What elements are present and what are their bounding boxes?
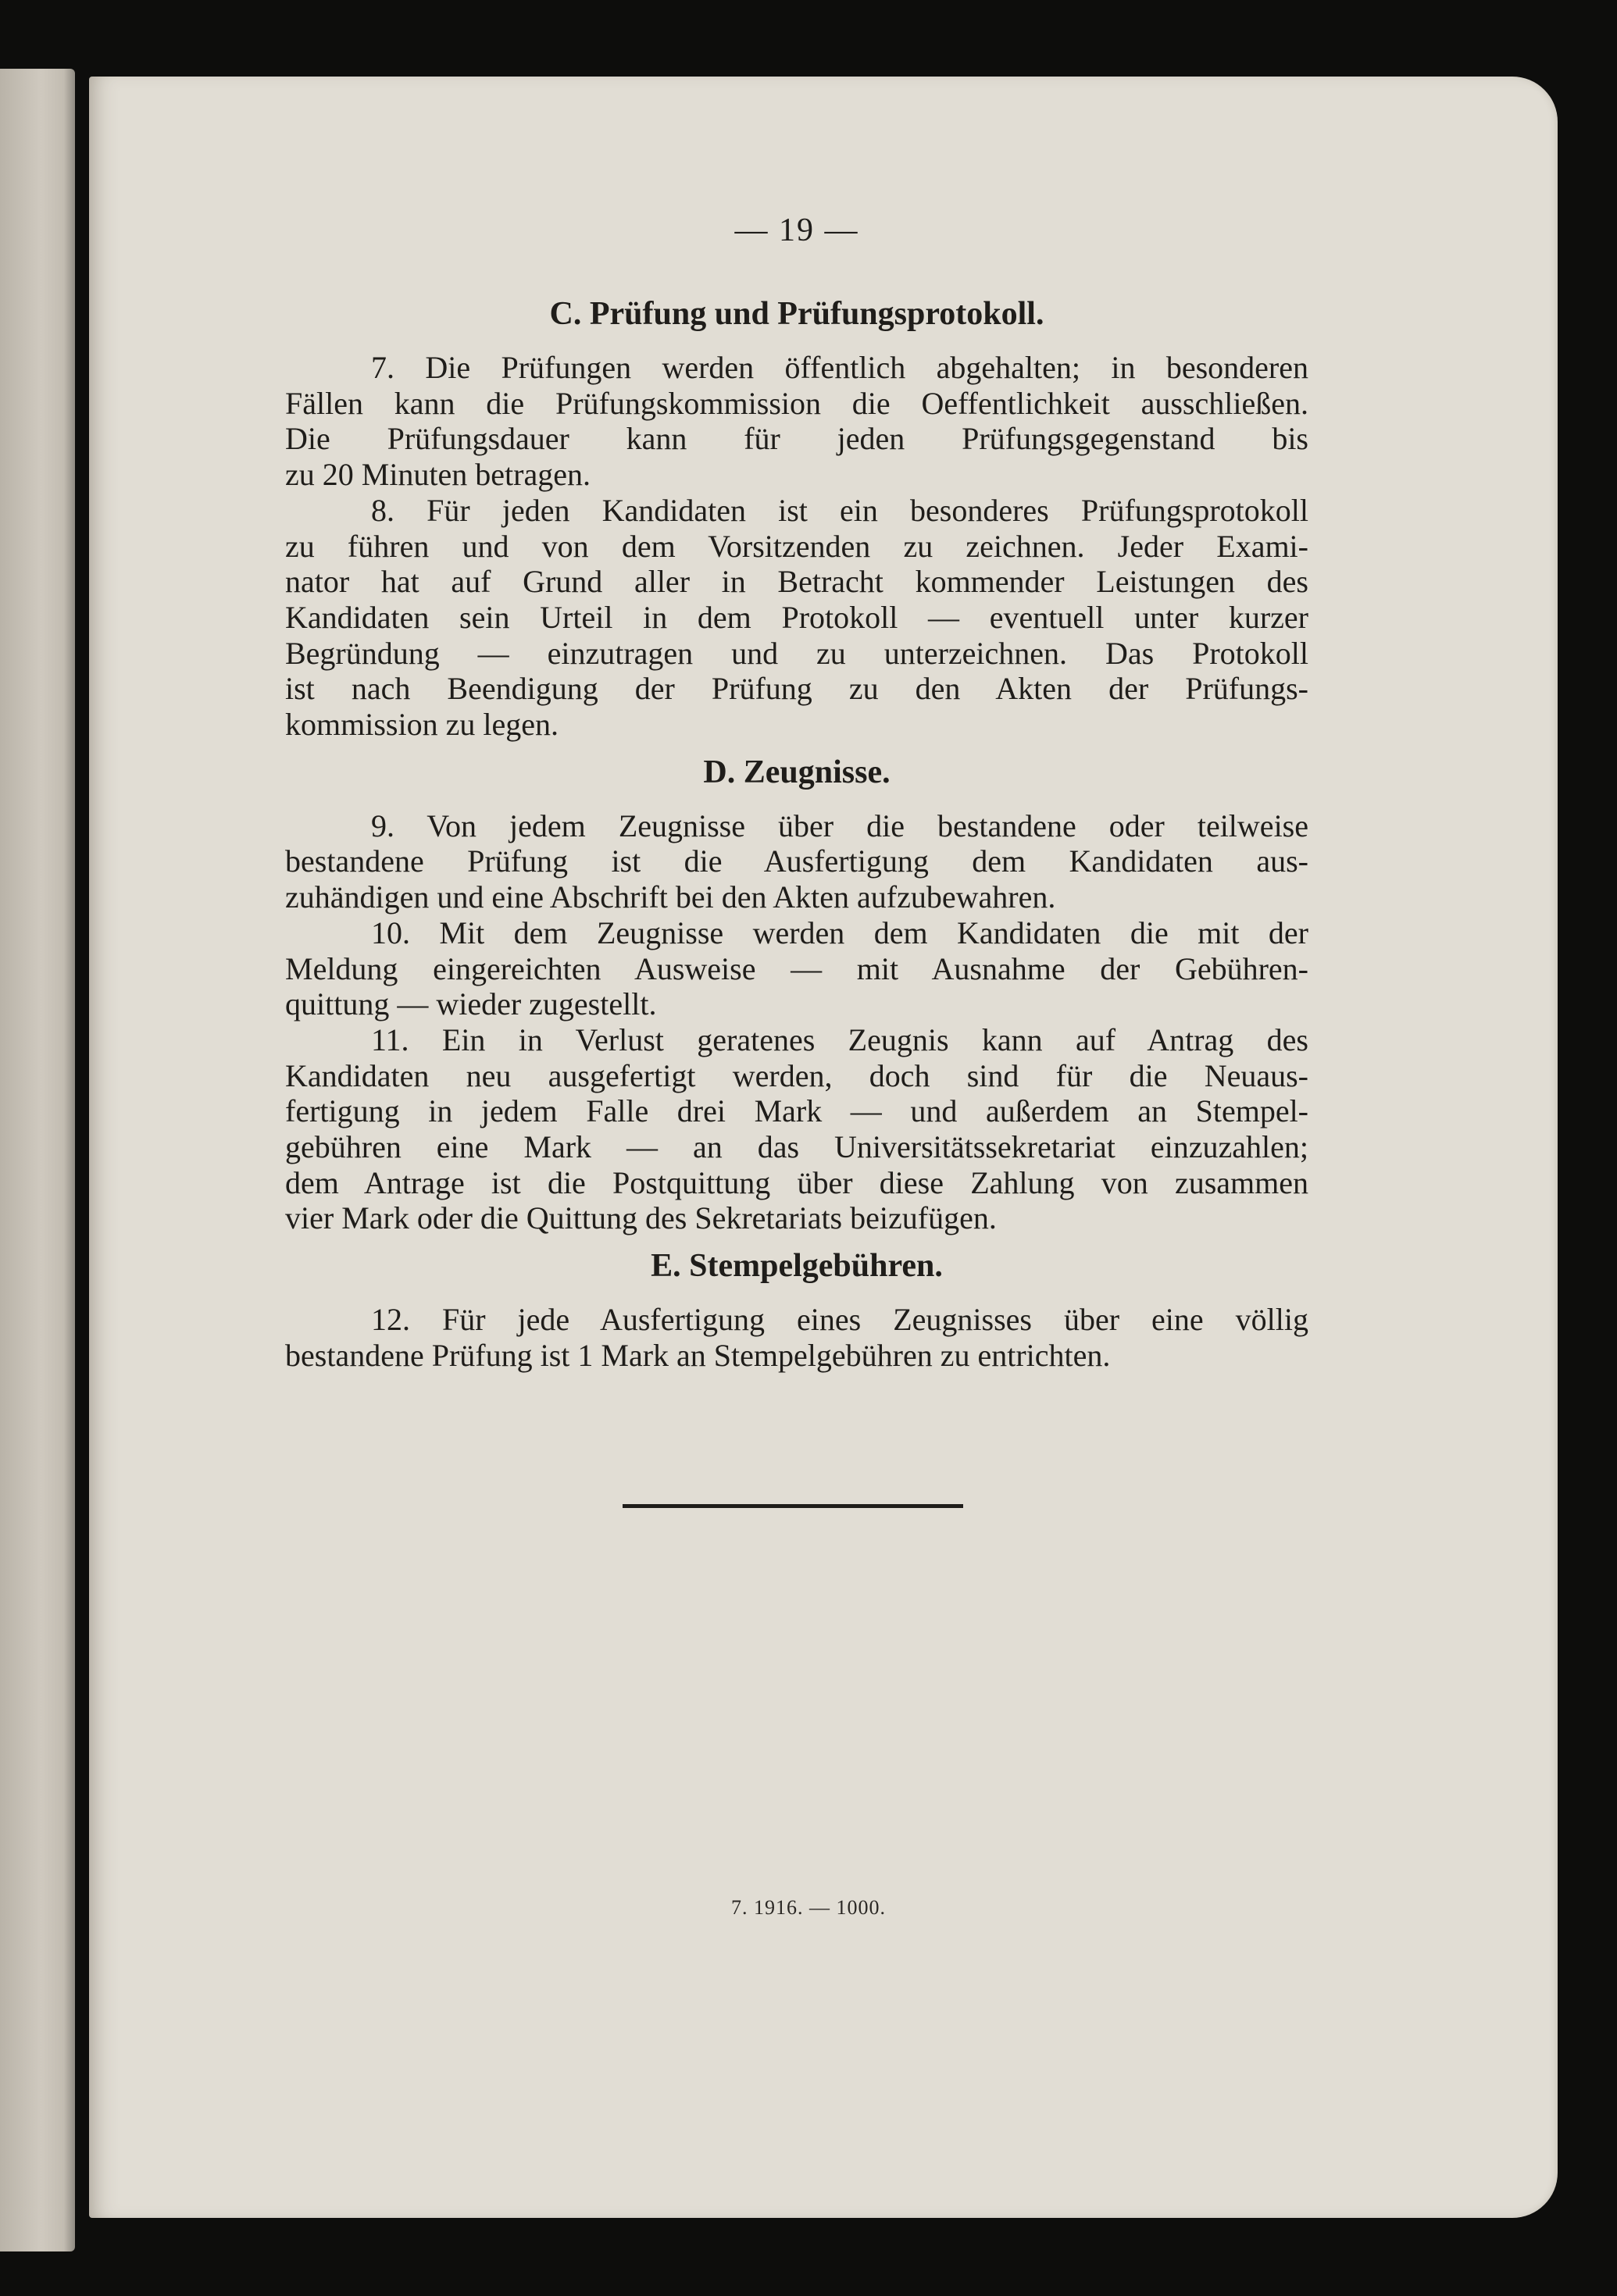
text-line: bestandene Prüfung ist 1 Mark an Stempelgebühren zu entrichten. [285, 1337, 1111, 1373]
text-line: ist nach Beendigung der Prüfung zu den Akten der Prüfungs- [285, 671, 1308, 707]
page-text [285, 207, 1308, 1374]
paragraph-7 [285, 350, 1308, 493]
section-heading: C. Prüfung und Prüfungsprotokoll. [549, 296, 1044, 332]
text-line: vier Mark oder die Quittung des Sekretariats beizufügen. [285, 1200, 997, 1236]
text-line: 7. Die Prüfungen werden öffentlich abgehalten; in besonderen [371, 350, 1308, 385]
text-line: Kandidaten neu ausgefertigt werden, doch sind für die Neuaus- [285, 1057, 1308, 1093]
section-heading: D. Zeugnisse. [703, 754, 891, 790]
text-line: 8. Für jeden Kandidaten ist ein besonderes Prüfungsprotokoll [371, 492, 1308, 528]
text-line: Meldung eingereichten Ausweise — mit Ausnahme der Gebühren- [285, 950, 1308, 986]
paragraph-11 [285, 1022, 1308, 1236]
text-line: Fällen kann die Prüfungskommission die Oeffentlichkeit ausschließen. [285, 385, 1308, 421]
paragraph-9 [285, 808, 1308, 915]
text-line: dem Antrage ist die Postquittung über diese Zahlung von zusammen [285, 1164, 1308, 1200]
text-line: 9. Von jedem Zeugnisse über die bestandene oder teilweise [371, 808, 1308, 843]
text-line: zu führen und von dem Vorsitzenden zu zeichnen. Jeder Exami- [285, 528, 1308, 564]
text-line: kommission zu legen. [285, 707, 559, 743]
text-line: Begründung — einzutragen und zu unterzeichnen. Das Protokoll [285, 635, 1308, 671]
paragraph-10 [285, 915, 1308, 1022]
paragraph-8 [285, 493, 1308, 743]
text-line: bestandene Prüfung ist die Ausfertigung dem Kandidaten aus- [285, 843, 1308, 879]
text-line: Kandidaten sein Urteil in dem Protokoll — eventuell unter kurzer [285, 599, 1308, 635]
page-number: — 19 — [734, 212, 859, 248]
text-line: 12. Für jede Ausfertigung eines Zeugnisses über eine völlig [371, 1302, 1308, 1338]
paragraph-12 [285, 1302, 1308, 1373]
text-line: fertigung in jedem Falle drei Mark — und außerdem an Stempel- [285, 1093, 1308, 1129]
print-note: 7. 1916. — 1000. [731, 1896, 886, 1919]
closing-rule [623, 1504, 963, 1508]
section-e [285, 1241, 1308, 1373]
text-line: quittung — wieder zugestellt. [285, 986, 657, 1022]
section-c [285, 289, 1308, 743]
section-heading: E. Stempelgebühren. [651, 1248, 943, 1285]
text-line: Die Prüfungsdauer kann für jeden Prüfungsgegenstand bis [285, 421, 1308, 457]
text-line: zu 20 Minuten betragen. [285, 457, 591, 493]
previous-page-edge [0, 69, 75, 2251]
section-d [285, 747, 1308, 1236]
text-line: 11. Ein in Verlust geratenes Zeugnis kann auf Antrag des [371, 1021, 1308, 1057]
text-line: nator hat auf Grund aller in Betracht kommender Leistungen des [285, 564, 1308, 600]
text-line: zuhändigen und eine Abschrift bei den Akten aufzubewahren. [285, 879, 1056, 915]
text-line: 10. Mit dem Zeugnisse werden dem Kandidaten die mit der [371, 914, 1308, 950]
text-line: gebühren eine Mark — an das Universitätssekretariat einzuzahlen; [285, 1129, 1308, 1165]
